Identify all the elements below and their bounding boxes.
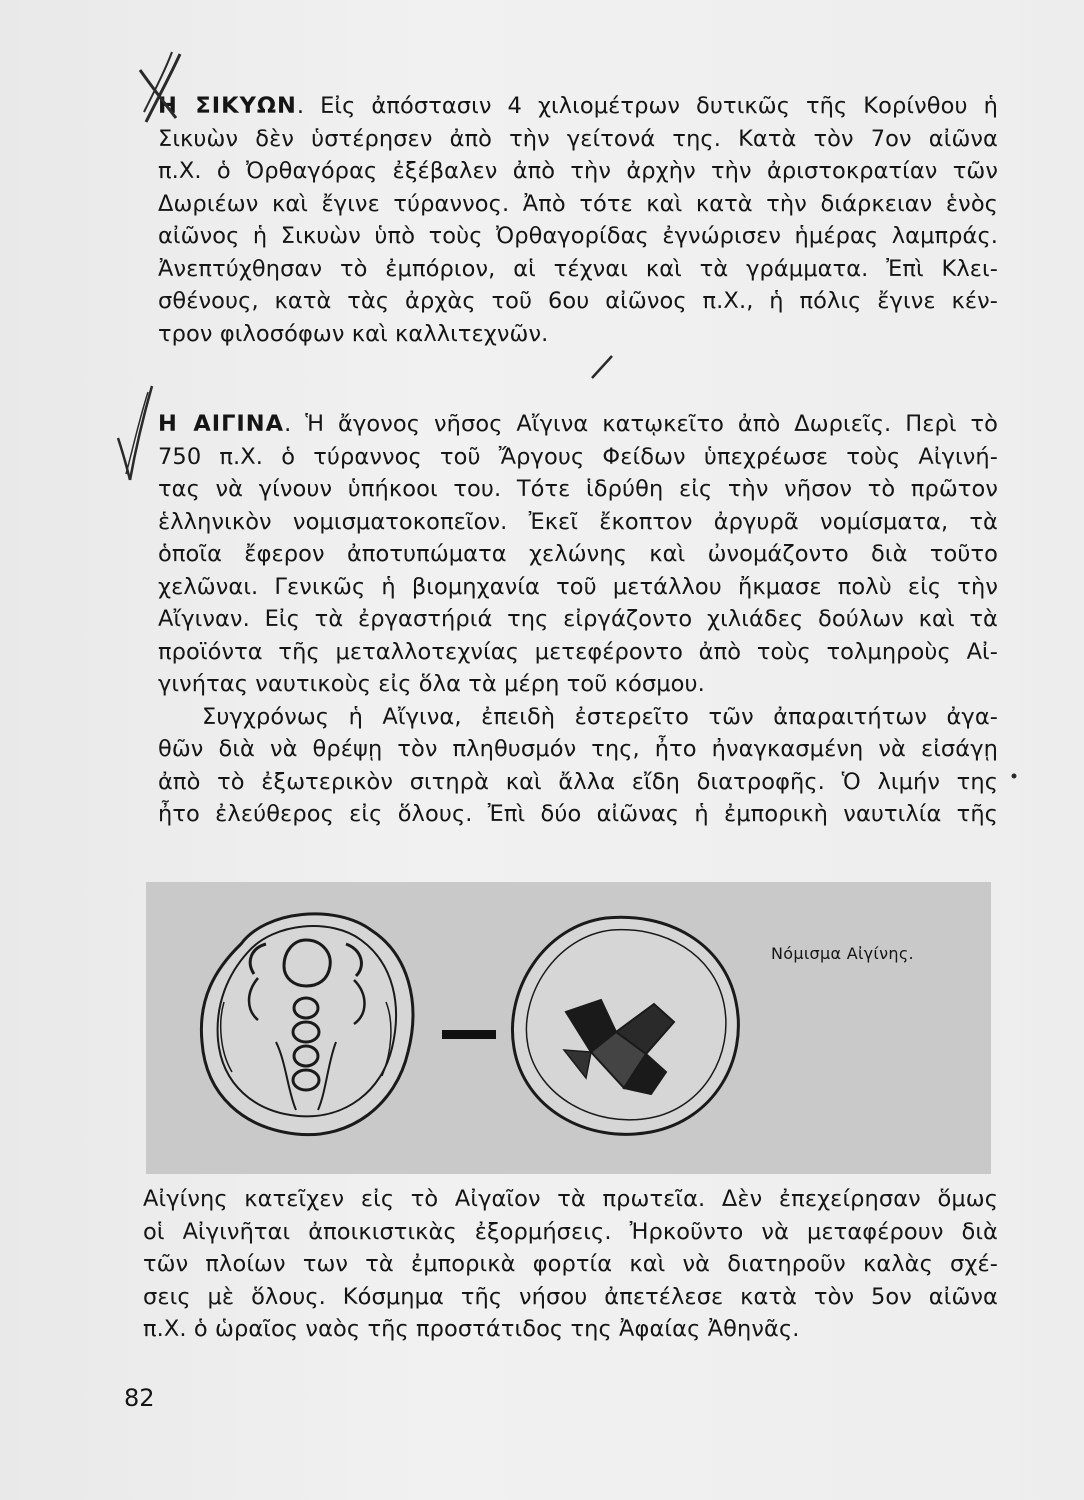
text-line: π.Χ. ὁ Ὀρθαγόρας ἐξέβαλεν ἀπὸ τὴν ἀρχὴν τὴν ἀριστοκρατίαν τῶν bbox=[158, 158, 998, 184]
text-line: ἦτο ἐλεύθερος εἰς ὅλους. Ἐπὶ δύο αἰῶνας ἡ ἐμπορικὴ ναυτιλία τῆς bbox=[158, 801, 998, 827]
text-line: Η ΣΙΚΥΩΝ. Εἰς ἀπόστασιν 4 χιλιομέτρων δυτικῶς τῆς Κορίνθου ἡ bbox=[158, 93, 998, 119]
coin-reverse-incuse bbox=[512, 917, 738, 1134]
coin-separator-dash bbox=[442, 1030, 496, 1039]
text-line: θῶν διὰ νὰ θρέψῃ τὸν πληθυσμόν της, ἦτο ἠναγκασμένη νὰ εἰσάγῃ bbox=[158, 736, 998, 762]
text-line: ὁποῖα ἔφερον ἀποτυπώματα χελώνης καὶ ὠνομάζοντο διὰ τοῦτο bbox=[158, 541, 998, 567]
page-number: 82 bbox=[124, 1384, 155, 1412]
coin-obverse-turtle bbox=[201, 914, 413, 1135]
section-heading: Η ΣΙΚΥΩΝ bbox=[158, 93, 297, 119]
aegina-coin-illustration bbox=[146, 882, 991, 1174]
text-line: σεις μὲ ὅλους. Κόσμημα τῆς νήσου ἀπετέλεσε κατὰ τὸν 5ον αἰῶνα bbox=[143, 1283, 998, 1310]
text-line: σθένους, κατὰ τὰς ἀρχὰς τοῦ 6ου αἰῶνος π.Χ., ἡ πόλις ἔγινε κέν- bbox=[158, 288, 998, 314]
figure-caption: Νόμισμα Αἰγίνης. bbox=[771, 944, 914, 963]
text-line: 750 π.Χ. ὁ τύραννος τοῦ Ἄργους Φείδων ὑπεχρέωσε τοὺς Αἰγινή- bbox=[158, 443, 998, 470]
text-line: Αἰγίνης κατεῖχεν εἰς τὸ Αἰγαῖον τὰ πρωτεῖα. Δὲν ἐπεχείρησαν ὅμως bbox=[143, 1186, 998, 1212]
text-line: τας νὰ γίνουν ὑπήκοοι του. Τότε ἱδρύθη εἰς τὴν νῆσον τὸ πρῶτον bbox=[158, 476, 998, 502]
section-continuation bbox=[143, 1183, 998, 1346]
text-line: χελῶναι. Γενικῶς ἡ βιομηχανία τοῦ μετάλλου ἤκμασε πολὺ εἰς τὴν bbox=[158, 573, 998, 600]
coin-figure bbox=[146, 882, 991, 1174]
text-line: οἱ Αἰγινῆται ἀποικιστικὰς ἐξορμήσεις. Ἠρκοῦντο νὰ μεταφέρουν διὰ bbox=[143, 1218, 998, 1245]
pencil-slash-mark bbox=[588, 352, 618, 382]
text-line: τῶν πλοίων των τὰ ἐμπορικὰ φορτία καὶ νὰ διατηροῦν καλὰς σχέ- bbox=[143, 1251, 998, 1277]
text-line: αἰῶνος ἡ Σικυὼν ὑπὸ τοὺς Ὀρθαγορίδας ἐγνώρισεν ἡμέρας λαμπράς. bbox=[158, 223, 998, 249]
section-sikyon bbox=[158, 90, 998, 350]
pencil-x-mark bbox=[132, 48, 192, 128]
text-line: Η ΑΙΓΙΝΑ. Ἡ ἄγονος νῆσος Αἴγινα κατῳκεῖτο ἀπὸ Δωριεῖς. Περὶ τὸ bbox=[158, 411, 998, 437]
text-line: γινήτας ναυτικοὺς εἰς ὅλα τὰ μέρη τοῦ κόσμου. bbox=[158, 671, 705, 697]
pencil-check-mark bbox=[108, 378, 158, 488]
text-line: Ἀνεπτύχθησαν τὸ ἐμπόριον, αἱ τέχναι καὶ τὰ γράμματα. Ἐπὶ Κλει- bbox=[158, 255, 998, 282]
text-line: Αἴγιναν. Εἰς τὰ ἐργαστήριά της εἰργάζοντο χιλιάδες δούλων καὶ τὰ bbox=[158, 606, 998, 632]
text-line: Συγχρόνως ἡ Αἴγινα, ἐπειδὴ ἐστερεῖτο τῶν ἀπαραιτήτων ἀγα- bbox=[202, 703, 998, 730]
section-aegina bbox=[158, 408, 998, 831]
text-line: προϊόντα τῆς μεταλλοτεχνίας μετεφέροντο ἀπὸ τοὺς τολμηροὺς Αἰ- bbox=[158, 638, 998, 665]
text-line: ἑλληνικὸν νομισματοκοπεῖον. Ἐκεῖ ἔκοπτον ἀργυρᾶ νομίσματα, τὰ bbox=[158, 508, 998, 535]
section-heading: Η ΑΙΓΙΝΑ bbox=[158, 411, 285, 437]
text-line: τρον φιλοσόφων καὶ καλλιτεχνῶν. bbox=[158, 320, 549, 347]
pencil-dot-mark bbox=[1008, 770, 1020, 782]
text-line: Δωριέων καὶ ἔγινε τύραννος. Ἀπὸ τότε καὶ κατὰ τὴν διάρκειαν ἑνὸς bbox=[158, 190, 998, 217]
text-line: ἀπὸ τὸ ἐξωτερικὸν σιτηρὰ καὶ ἄλλα εἴδη διατροφῆς. Ὁ λιμήν της bbox=[158, 768, 998, 795]
text-line: π.Χ. ὁ ὡραῖος ναὸς τῆς προστάτιδος της Ἀφαίας Ἀθηνᾶς. bbox=[143, 1316, 800, 1342]
text-line: Σικυὼν δὲν ὑστέρησεν ἀπὸ τὴν γείτονά της. Κατὰ τὸν 7ον αἰῶνα bbox=[158, 125, 998, 152]
